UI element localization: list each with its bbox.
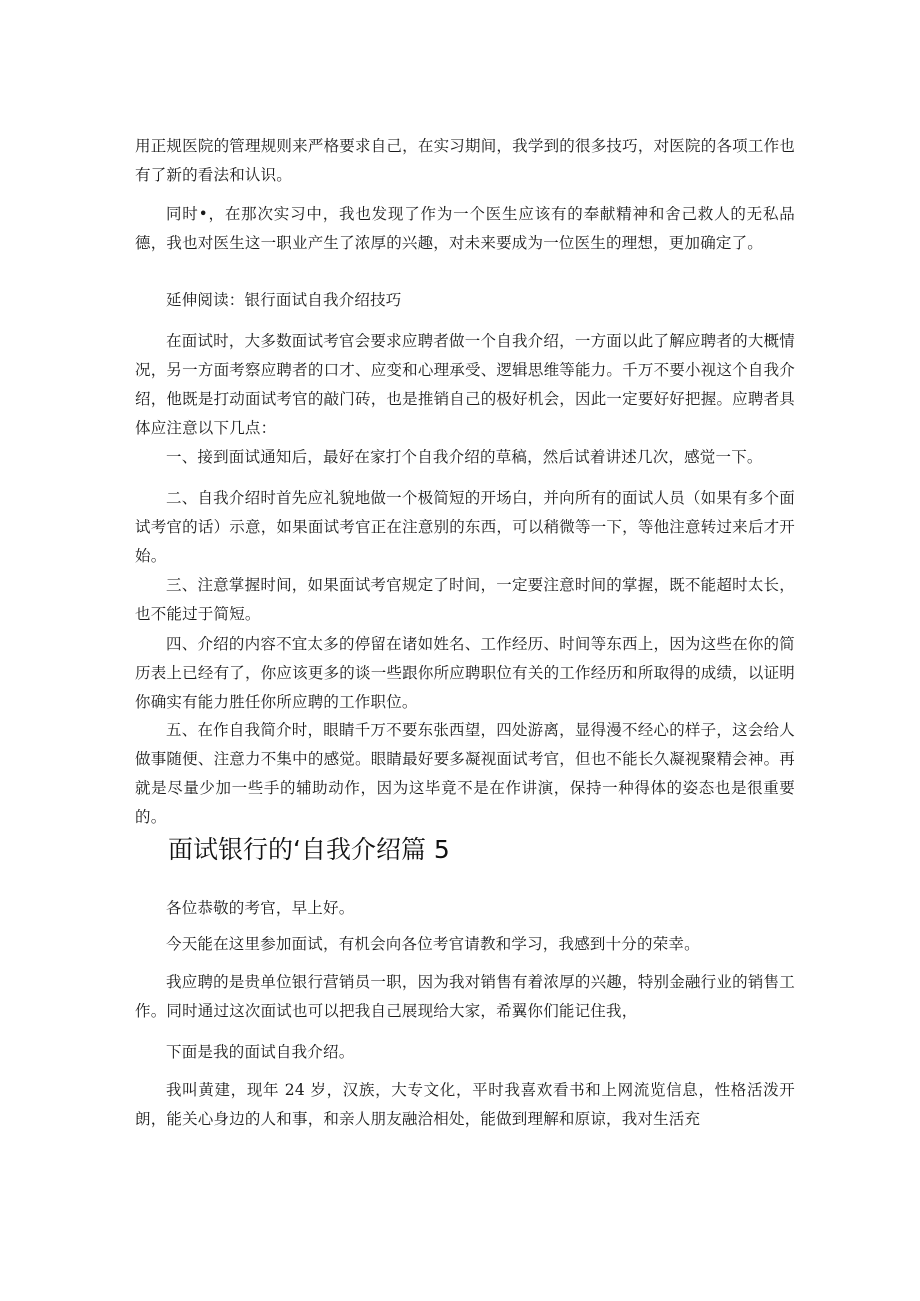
paragraph-tip-5: 五、在作自我简介时，眼睛千万不要东张西望，四处游离，显得漫不经心的样子，这会给人做事随便、注意力不集中的感觉。眼睛最好要多凝视面试考官，但也不能长久凝视聚精会神。再就是尽量少加一些手的辅助动作，因为这毕竟不是在作讲演，保持一种得体的姿态也是很重要的。 [135,721,795,826]
section-heading: 面试银行的‘自我介绍篇 5 [168,835,450,864]
paragraph-tip-2: 二、自我介绍时首先应礼貌地做一个极简短的开场白，并向所有的面试人员（如果有多个面试考官的话）示意，如果面试考官正在注意别的东西，可以稍微等一下，等他注意转过来后才开始。 [135,489,795,565]
paragraph-tip-4: 四、介绍的内容不宜太多的停留在诸如姓名、工作经历、时间等东西上，因为这些在你的简历表上已经有了，你应该更多的谈一些跟你所应聘职位有关的工作经历和所取得的成绩，以证明你确实有能力胜任你所应聘的工作职位。 [135,635,795,711]
paragraph-self-intro-lead: 下面是我的面试自我介绍。 [166,1043,355,1061]
paragraph-extended-reading: 延伸阅读：银行面试自我介绍技巧 [166,291,402,309]
paragraph-greeting: 各位恭敬的考官，早上好。 [166,899,355,917]
paragraph-internship-rules: 用正规医院的管理规则来严格要求自己，在实习期间，我学到的很多技巧，对医院的各项工作也有了新的看法和认识。 [135,137,795,184]
paragraph-position: 我应聘的是贵单位银行营销员一职，因为我对销售有着浓厚的兴趣，特别金融行业的销售工作。同时通过这次面试也可以把我自己展现给大家，希翼你们能记住我， [135,973,795,1020]
paragraph-tip-1: 一、接到面试通知后，最好在家打个自我介绍的草稿，然后试着讲述几次，感觉一下。 [166,448,763,466]
paragraph-internship-reflection: 同时•，在那次实习中，我也发现了作为一个医生应该有的奉献精神和舍己救人的无私品德，我也对医生这一职业产生了浓厚的兴趣，对未来要成为一位医生的理想，更加确定了。 [135,205,795,252]
paragraph-self-intro-body: 我叫黄建，现年 24 岁，汉族，大专文化，平时我喜欢看书和上网流览信息，性格活泼开朗，能关心身边的人和事，和亲人朋友融洽相处，能做到理解和原谅，我对生活充 [135,1081,795,1128]
paragraph-interview-intro: 在面试时，大多数面试考官会要求应聘者做一个自我介绍，一方面以此了解应聘者的大概情况，另一方面考察应聘者的口才、应变和心理承受、逻辑思维等能力。千万不要小视这个自我介绍，他既是打动面试考官的敲门砖，也是推销自己的极好机会，因此一定要好好把握。应聘者具体应注意以下几点： [135,332,795,437]
paragraph-honored: 今天能在这里参加面试，有机会向各位考官请教和学习，我感到十分的荣幸。 [166,935,700,953]
paragraph-tip-3: 三、注意掌握时间，如果面试考官规定了时间，一定要注意时间的掌握，既不能超时太长，也不能过于简短。 [135,576,795,623]
